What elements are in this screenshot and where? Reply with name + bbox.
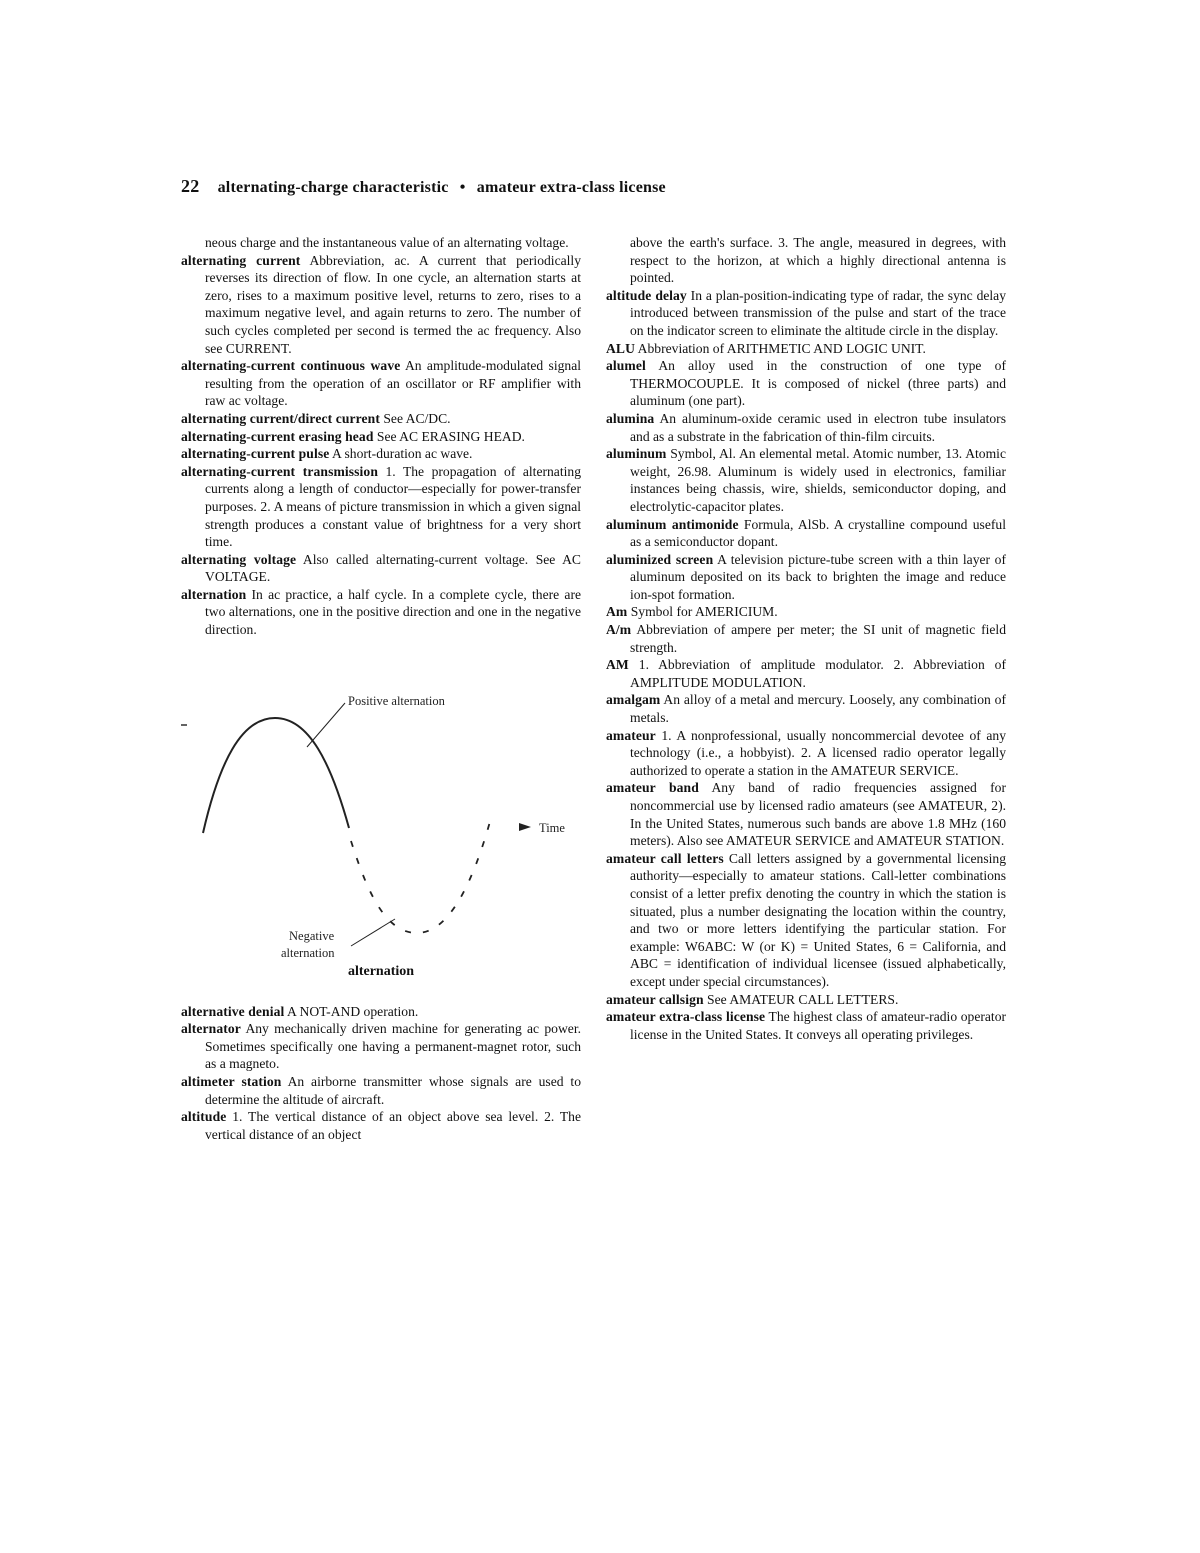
entry-term: ALU (606, 340, 636, 356)
dictionary-entry (181, 1020, 581, 1073)
dictionary-entry (181, 463, 581, 551)
entry-definition: Abbreviation, ac. A current that periodically reverses its direction of flow. In one cycle, an alternation starts at zero, rises to a maximum positive level, returns to zero, rises to a maximum negative level, and again returns to zero. The number of such cycles completed per second is termed the ac frequency. Also see CURRENT. (205, 252, 581, 356)
figure-caption: alternation (347, 963, 415, 979)
entry-definition: See AC ERASING HEAD. (376, 428, 525, 444)
entry-term: alternating-current pulse (181, 446, 330, 462)
entry-definition: A NOT-AND operation. (287, 1003, 419, 1019)
entry-term: alternator (181, 1021, 241, 1037)
dictionary-entry (181, 1003, 581, 1021)
entry-definition: Formula, AlSb. A crystalline compound useful as a semiconductor dopant. (630, 516, 1006, 550)
dictionary-entry (181, 551, 581, 586)
entry-term: alternating-current erasing head (181, 428, 374, 444)
entry-term: alternating current (181, 252, 301, 268)
dictionary-entry (606, 991, 1006, 1009)
entry-term: aluminized screen (606, 551, 714, 567)
dictionary-entry (606, 779, 1006, 849)
dictionary-entry (181, 428, 581, 446)
header-last-term: amateur extra-class license (476, 179, 666, 196)
entry-term: alumel (606, 358, 646, 374)
dictionary-entry (181, 1073, 581, 1108)
entry-definition: Symbol for AMERICIUM. (630, 604, 778, 620)
entry-definition: The highest class of amateur-radio operator license in the United States. It conveys all operating privileges. (630, 1009, 1007, 1042)
entry-term: alumina (606, 410, 655, 426)
dictionary-entry (606, 603, 1006, 621)
entry-definition: An amplitude-modulated signal resulting from the operation of an oscillator or RF amplifier with raw ac voltage. (205, 358, 582, 409)
entry-term: AM (606, 657, 629, 673)
entry-term: amateur band (606, 780, 699, 796)
entry-definition: Call letters assigned by a governmental licensing authority—especially to amateur stations. Call-letter combinations consist of a letter prefix denoting the country in which the station is situated, plus a number designating the location within the country, and two or more letters identifying the particular station. For example: W6ABC: W (or K) = United States, 6 = California, and ABC = identification of individual licensee (issued alphabetically, except under special circumstances). (630, 850, 1006, 989)
entry-definition: Symbol, Al. An elemental metal. Atomic number, 13. Atomic weight, 26.98. Aluminum is widely used in electronics, familiar instances being chassis, wire, shields, semiconductor doping, and electrolytic-capacitor plates. (630, 446, 1006, 514)
entry-definition: An alloy used in the construction of one type of THERMOCOUPLE. It is composed of nickel (three parts) and aluminum (one part). (630, 358, 1006, 409)
entry-definition: An aluminum-oxide ceramic used in electron tube insulators and as a substrate in the fabrication of thin-film circuits. (630, 410, 1006, 444)
entry-term: altimeter station (181, 1074, 282, 1090)
entry-term: amateur call letters (606, 850, 724, 866)
entry-definition: 1. Abbreviation of amplitude modulator. 2. Abbreviation of AMPLITUDE MODULATION. (630, 657, 1006, 690)
dictionary-entry (606, 656, 1006, 691)
positive-label: Positive alternation (348, 693, 445, 708)
left-column (181, 234, 581, 1143)
alternation-figure (181, 663, 581, 989)
entry-term: alternative denial (181, 1003, 285, 1019)
dictionary-entry (606, 727, 1006, 780)
entry-term: alternating-current transmission (181, 463, 378, 479)
entry-term: amateur (606, 727, 656, 743)
time-arrow-icon (519, 823, 531, 831)
dictionary-entry (606, 445, 1006, 515)
entry-definition: Any mechanically driven machine for generating ac power. Sometimes specifically one having a permanent-magnet rotor, such as a magneto. (205, 1021, 581, 1072)
entry-term: Am (606, 604, 628, 620)
continuation-text: above the earth's surface. 3. The angle, measured in degrees, with respect to the horizon, at which a highly directional antenna is pointed. (630, 235, 1006, 286)
entry-definition: Abbreviation of ARITHMETIC AND LOGIC UNIT. (637, 340, 926, 356)
header-first-term: alternating-charge characteristic (217, 179, 449, 196)
entry-definition: A television picture-tube screen with a thin layer of aluminum deposited on its back to brighten the image and reduce ion-spot formation. (630, 551, 1006, 602)
dictionary-entry (606, 850, 1006, 991)
dictionary-entry (181, 445, 581, 463)
entry-definition: 1. A nonprofessional, usually noncommercial devotee of any technology (i.e., a hobbyist). 2. A licensed radio operator legally authorized to operate a station in the AMATEUR SERVICE. (630, 727, 1006, 778)
entry-definition: In ac practice, a half cycle. In a complete cycle, there are two alternations, one in the positive direction and one in the negative direction. (205, 586, 582, 638)
entry-term: alternating-current continuous wave (181, 358, 401, 374)
entry-definition: 1. The propagation of alternating currents along a length of conductor—especially for power-transfer purposes. 2. A means of picture transmission in which a given signal strength produces a constant value of brightness for a very short time. (205, 463, 581, 550)
sine-wave-diagram (181, 663, 581, 963)
entry-definition: Any band of radio frequencies assigned for noncommercial use by licensed radio amateurs (see AMATEUR, 2). In the United States, numerous such bands are above 1.8 MHz (160 meters). Also see AMATEUR SERVICE and AMATEUR STATION. (630, 780, 1006, 849)
positive-alternation-curve (203, 718, 349, 833)
dictionary-entry (606, 410, 1006, 445)
dictionary-entry (606, 691, 1006, 726)
entry-term: alternating voltage (181, 551, 297, 567)
dictionary-entry (606, 357, 1006, 410)
dictionary-entry (606, 1008, 1006, 1043)
dictionary-entry (606, 516, 1006, 551)
entry-definition: 1. The vertical distance of an object above sea level. 2. The vertical distance of an object (205, 1109, 582, 1142)
entry-term: amateur callsign (606, 991, 704, 1007)
entry-term: altitude delay (606, 287, 687, 303)
entry-term: amalgam (606, 692, 661, 708)
entry-definition: An airborne transmitter whose signals are used to determine the altitude of aircraft. (205, 1074, 581, 1107)
right-column (606, 234, 1006, 1043)
entry-term: aluminum antimonide (606, 516, 739, 532)
entry-term: alternation (181, 586, 247, 602)
page-number: 22 (181, 176, 200, 196)
time-label: Time (539, 820, 565, 835)
entry-definition: Abbreviation of ampere per meter; the SI unit of magnetic field strength. (630, 622, 1006, 655)
dictionary-entry (181, 252, 581, 358)
dictionary-entry (181, 410, 581, 428)
running-header (181, 176, 1001, 197)
dictionary-entry (606, 340, 1006, 358)
entry-term: alternating current/direct current (181, 410, 380, 426)
negative-alternation-curve (351, 818, 491, 933)
dictionary-entry (606, 621, 1006, 656)
dictionary-entry (181, 586, 581, 639)
dictionary-entry (181, 357, 581, 410)
header-separator: • (459, 179, 466, 196)
negative-leader-line (351, 919, 395, 946)
negative-label-line2: alternation (281, 945, 335, 960)
entry-definition: See AMATEUR CALL LETTERS. (707, 991, 899, 1007)
continuation-text: neous charge and the instantaneous value of an alternating voltage. (205, 235, 569, 250)
dictionary-entry (606, 287, 1006, 340)
entry-definition: An alloy of a metal and mercury. Loosely, any combination of metals. (630, 692, 1006, 726)
entry-definition: Also called alternating-current voltage. See AC VOLTAGE. (205, 551, 581, 585)
entry-term: altitude (181, 1109, 227, 1125)
entry-term: aluminum (606, 446, 667, 462)
entry-definition: In a plan-position-indicating type of radar, the sync delay introduced between transmission of the pulse and start of the trace on the indicator screen to eliminate the altitude circle in the display. (630, 287, 1007, 338)
entry-term: A/m (606, 622, 632, 638)
positive-leader-line (307, 703, 345, 747)
dictionary-entry (606, 551, 1006, 604)
entry-term: amateur extra-class license (606, 1009, 766, 1025)
entry-definition: A short-duration ac wave. (332, 446, 473, 462)
entry-definition: See AC/DC. (383, 410, 451, 426)
negative-label-line1: Negative (289, 928, 335, 943)
dictionary-entry (181, 1108, 581, 1143)
